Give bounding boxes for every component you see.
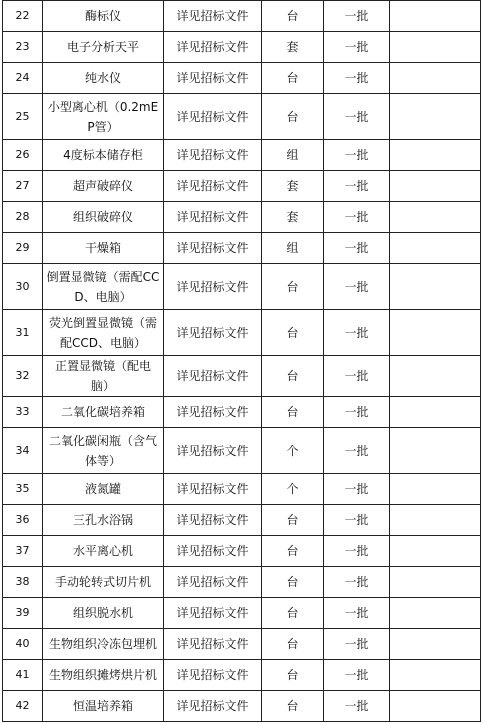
quantity-cell: 一批 (324, 474, 390, 505)
item-number-cell: 22 (3, 1, 43, 32)
equipment-name-cell: 生物组织冷冻包埋机 (43, 629, 164, 660)
spec-reference-cell: 详见招标文件 (164, 233, 262, 264)
equipment-name-cell: 二氧化碳闲瓶（含气体等） (43, 428, 164, 474)
spec-reference-cell: 详见招标文件 (164, 567, 262, 598)
spec-reference-cell: 详见招标文件 (164, 397, 262, 428)
equipment-name-cell: 组织脱水机 (43, 598, 164, 629)
equipment-name-cell: 生物组织摊烤烘片机 (43, 660, 164, 691)
quantity-cell: 一批 (324, 233, 390, 264)
remarks-cell (390, 629, 481, 660)
table-row (3, 63, 481, 94)
spec-reference-cell: 详见招标文件 (164, 629, 262, 660)
quantity-cell: 一批 (324, 691, 390, 722)
equipment-table (2, 0, 481, 722)
spec-reference-cell: 详见招标文件 (164, 505, 262, 536)
table-row (3, 660, 481, 691)
unit-cell: 台 (262, 567, 324, 598)
item-number-cell: 29 (3, 233, 43, 264)
unit-cell: 套 (262, 202, 324, 233)
table-row (3, 202, 481, 233)
remarks-cell (390, 264, 481, 310)
unit-cell: 台 (262, 63, 324, 94)
remarks-cell (390, 310, 481, 356)
spec-reference-cell: 详见招标文件 (164, 660, 262, 691)
item-number-cell: 24 (3, 63, 43, 94)
remarks-cell (390, 505, 481, 536)
quantity-cell: 一批 (324, 264, 390, 310)
item-number-cell: 37 (3, 536, 43, 567)
spec-reference-cell: 详见招标文件 (164, 598, 262, 629)
table-row (3, 397, 481, 428)
quantity-cell: 一批 (324, 505, 390, 536)
equipment-name-cell: 二氧化碳培养箱 (43, 397, 164, 428)
table-row (3, 691, 481, 722)
table-row (3, 567, 481, 598)
spec-reference-cell: 详见招标文件 (164, 310, 262, 356)
item-number-cell: 26 (3, 140, 43, 171)
item-number-cell: 33 (3, 397, 43, 428)
item-number-cell: 28 (3, 202, 43, 233)
unit-cell: 套 (262, 171, 324, 202)
item-number-cell: 41 (3, 660, 43, 691)
table-row (3, 598, 481, 629)
spec-reference-cell: 详见招标文件 (164, 94, 262, 140)
spec-reference-cell: 详见招标文件 (164, 63, 262, 94)
quantity-cell: 一批 (324, 629, 390, 660)
spec-reference-cell: 详见招标文件 (164, 428, 262, 474)
quantity-cell: 一批 (324, 598, 390, 629)
item-number-cell: 39 (3, 598, 43, 629)
quantity-cell: 一批 (324, 660, 390, 691)
unit-cell: 台 (262, 536, 324, 567)
item-number-cell: 30 (3, 264, 43, 310)
unit-cell: 个 (262, 474, 324, 505)
table-row (3, 1, 481, 32)
spec-reference-cell: 详见招标文件 (164, 171, 262, 202)
table-row (3, 32, 481, 63)
equipment-name-cell: 正置显微镜（配电脑） (43, 356, 164, 397)
equipment-name-cell: 水平离心机 (43, 536, 164, 567)
equipment-name-cell: 三孔水浴锅 (43, 505, 164, 536)
quantity-cell: 一批 (324, 397, 390, 428)
item-number-cell: 27 (3, 171, 43, 202)
table-row (3, 94, 481, 140)
spec-reference-cell: 详见招标文件 (164, 202, 262, 233)
unit-cell: 台 (262, 1, 324, 32)
unit-cell: 套 (262, 32, 324, 63)
spec-reference-cell: 详见招标文件 (164, 474, 262, 505)
item-number-cell: 31 (3, 310, 43, 356)
remarks-cell (390, 660, 481, 691)
table-row (3, 264, 481, 310)
equipment-name-cell: 组织破碎仪 (43, 202, 164, 233)
equipment-name-cell: 纯水仪 (43, 63, 164, 94)
quantity-cell: 一批 (324, 567, 390, 598)
remarks-cell (390, 140, 481, 171)
equipment-name-cell: 荧光倒置显微镜（需配CCD、电脑） (43, 310, 164, 356)
table-row (3, 310, 481, 356)
item-number-cell: 42 (3, 691, 43, 722)
remarks-cell (390, 171, 481, 202)
quantity-cell: 一批 (324, 32, 390, 63)
spec-reference-cell: 详见招标文件 (164, 691, 262, 722)
item-number-cell: 25 (3, 94, 43, 140)
remarks-cell (390, 474, 481, 505)
spec-reference-cell: 详见招标文件 (164, 264, 262, 310)
table-row (3, 140, 481, 171)
unit-cell: 台 (262, 94, 324, 140)
unit-cell: 台 (262, 310, 324, 356)
unit-cell: 台 (262, 264, 324, 310)
remarks-cell (390, 202, 481, 233)
remarks-cell (390, 356, 481, 397)
item-number-cell: 35 (3, 474, 43, 505)
spec-reference-cell: 详见招标文件 (164, 356, 262, 397)
equipment-name-cell: 恒温培养箱 (43, 691, 164, 722)
remarks-cell (390, 598, 481, 629)
table-row (3, 428, 481, 474)
remarks-cell (390, 428, 481, 474)
item-number-cell: 34 (3, 428, 43, 474)
unit-cell: 台 (262, 629, 324, 660)
equipment-name-cell: 电子分析天平 (43, 32, 164, 63)
remarks-cell (390, 567, 481, 598)
item-number-cell: 23 (3, 32, 43, 63)
table-row (3, 474, 481, 505)
remarks-cell (390, 233, 481, 264)
quantity-cell: 一批 (324, 428, 390, 474)
remarks-cell (390, 94, 481, 140)
equipment-table-body (3, 1, 481, 722)
quantity-cell: 一批 (324, 140, 390, 171)
table-row (3, 505, 481, 536)
remarks-cell (390, 1, 481, 32)
remarks-cell (390, 32, 481, 63)
unit-cell: 组 (262, 140, 324, 171)
unit-cell: 台 (262, 356, 324, 397)
quantity-cell: 一批 (324, 1, 390, 32)
table-row (3, 536, 481, 567)
equipment-name-cell: 干燥箱 (43, 233, 164, 264)
equipment-name-cell: 超声破碎仪 (43, 171, 164, 202)
unit-cell: 台 (262, 660, 324, 691)
quantity-cell: 一批 (324, 202, 390, 233)
table-row (3, 171, 481, 202)
spec-reference-cell: 详见招标文件 (164, 536, 262, 567)
spec-reference-cell: 详见招标文件 (164, 32, 262, 63)
item-number-cell: 40 (3, 629, 43, 660)
equipment-name-cell: 4度标本储存柜 (43, 140, 164, 171)
item-number-cell: 32 (3, 356, 43, 397)
quantity-cell: 一批 (324, 356, 390, 397)
table-row (3, 233, 481, 264)
quantity-cell: 一批 (324, 536, 390, 567)
remarks-cell (390, 397, 481, 428)
unit-cell: 台 (262, 397, 324, 428)
quantity-cell: 一批 (324, 310, 390, 356)
table-row (3, 356, 481, 397)
equipment-name-cell: 倒置显微镜（需配CCD、电脑） (43, 264, 164, 310)
unit-cell: 台 (262, 505, 324, 536)
remarks-cell (390, 536, 481, 567)
equipment-name-cell: 小型离心机（0.2mEP管） (43, 94, 164, 140)
quantity-cell: 一批 (324, 63, 390, 94)
spec-reference-cell: 详见招标文件 (164, 1, 262, 32)
unit-cell: 组 (262, 233, 324, 264)
table-row (3, 629, 481, 660)
item-number-cell: 38 (3, 567, 43, 598)
unit-cell: 个 (262, 428, 324, 474)
remarks-cell (390, 691, 481, 722)
quantity-cell: 一批 (324, 94, 390, 140)
unit-cell: 台 (262, 691, 324, 722)
item-number-cell: 36 (3, 505, 43, 536)
equipment-name-cell: 液氮罐 (43, 474, 164, 505)
equipment-name-cell: 酶标仪 (43, 1, 164, 32)
remarks-cell (390, 63, 481, 94)
equipment-name-cell: 手动轮转式切片机 (43, 567, 164, 598)
spec-reference-cell: 详见招标文件 (164, 140, 262, 171)
quantity-cell: 一批 (324, 171, 390, 202)
unit-cell: 台 (262, 598, 324, 629)
